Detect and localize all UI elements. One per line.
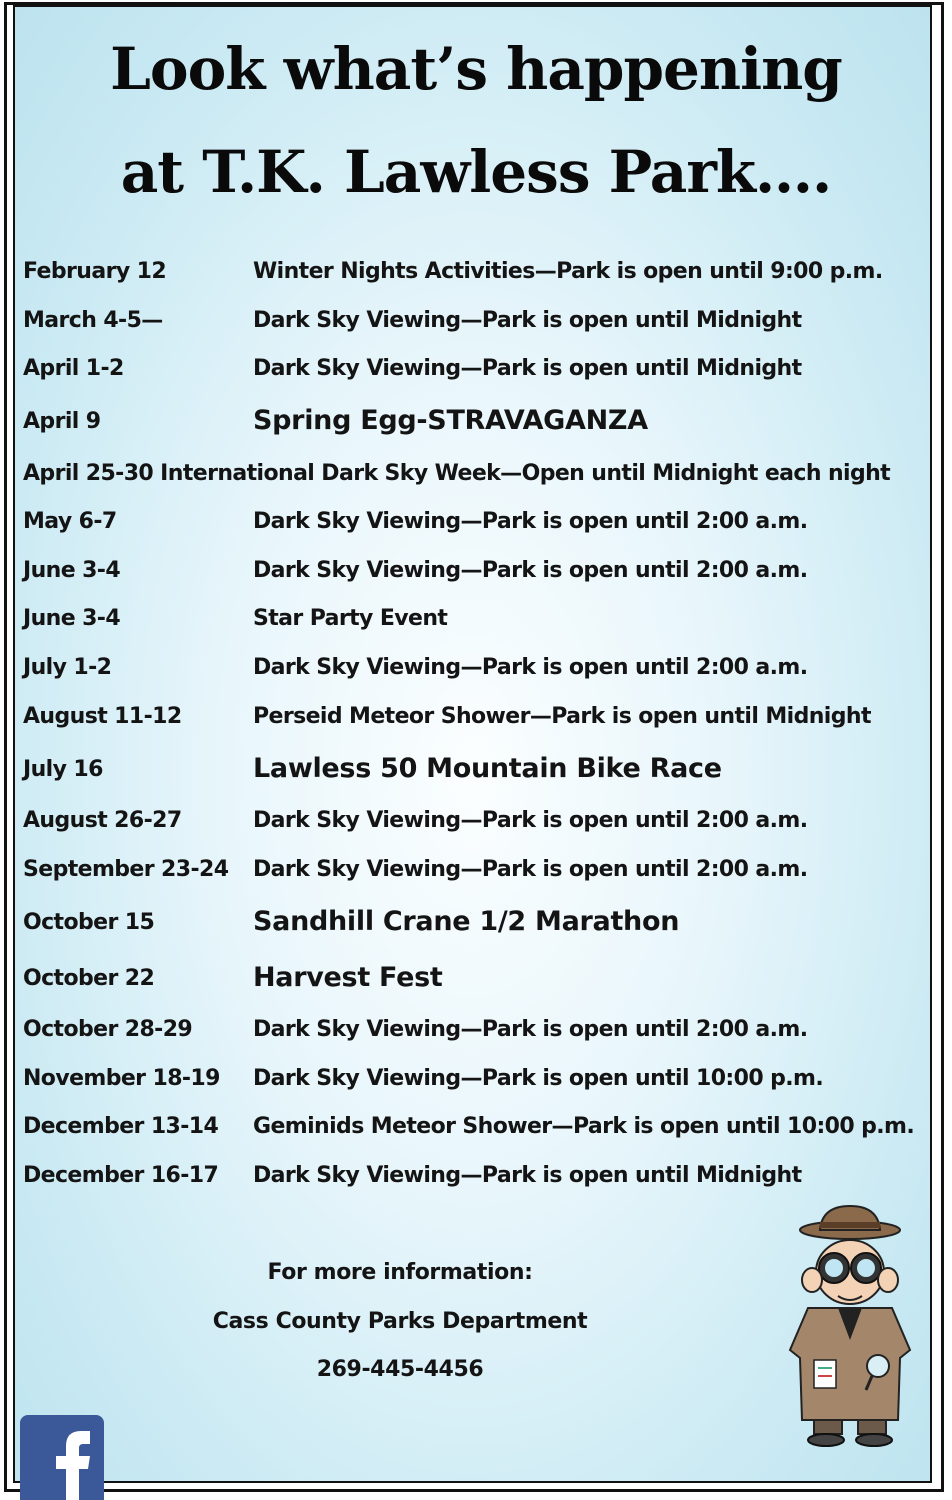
event-description: Sandhill Crane 1/2 Marathon bbox=[253, 906, 680, 937]
event-row bbox=[0, 1017, 952, 1057]
event-date: September 23-24 bbox=[23, 857, 229, 882]
page-title-line-1: Look what’s happening bbox=[110, 35, 842, 103]
event-date: April 1-2 bbox=[23, 356, 124, 381]
facebook-icon[interactable] bbox=[20, 1415, 104, 1500]
event-row bbox=[0, 308, 952, 348]
event-row bbox=[0, 606, 952, 646]
event-description: April 25-30 International Dark Sky Week—Open until Midnight each night bbox=[23, 461, 891, 486]
event-row bbox=[0, 753, 952, 797]
info-phone: 269-445-4456 bbox=[316, 1357, 484, 1382]
event-date: October 28-29 bbox=[23, 1017, 193, 1042]
event-row bbox=[0, 259, 952, 299]
event-description: Dark Sky Viewing—Park is open until 2:00 a.m. bbox=[253, 1017, 808, 1042]
event-row bbox=[0, 808, 952, 848]
event-description: Spring Egg-STRAVAGANZA bbox=[253, 405, 648, 436]
event-description: Dark Sky Viewing—Park is open until 2:00 a.m. bbox=[253, 509, 808, 534]
event-row bbox=[0, 857, 952, 897]
event-date: June 3-4 bbox=[23, 558, 121, 583]
info-department: Cass County Parks Department bbox=[212, 1309, 588, 1334]
event-date: May 6-7 bbox=[23, 509, 117, 534]
event-description: Harvest Fest bbox=[253, 962, 443, 993]
event-description: Dark Sky Viewing—Park is open until Midnight bbox=[253, 1163, 802, 1188]
event-date: July 1-2 bbox=[23, 655, 112, 680]
event-row bbox=[0, 1163, 952, 1203]
event-date: March 4-5— bbox=[23, 308, 163, 333]
event-description: Lawless 50 Mountain Bike Race bbox=[253, 753, 722, 784]
event-description: Dark Sky Viewing—Park is open until Midnight bbox=[253, 308, 802, 333]
event-date: February 12 bbox=[23, 259, 167, 284]
event-description: Dark Sky Viewing—Park is open until 2:00 a.m. bbox=[253, 558, 808, 583]
event-row bbox=[0, 655, 952, 695]
event-date: December 16-17 bbox=[23, 1163, 219, 1188]
event-row bbox=[0, 405, 952, 449]
event-row bbox=[0, 1114, 952, 1154]
event-date: August 11-12 bbox=[23, 704, 182, 729]
facebook-f-glyph bbox=[20, 1415, 104, 1500]
event-row bbox=[0, 962, 952, 1006]
event-date: July 16 bbox=[23, 757, 103, 782]
event-date: April 9 bbox=[23, 409, 101, 434]
event-description: Star Party Event bbox=[253, 606, 448, 631]
event-row bbox=[0, 704, 952, 744]
event-description: Geminids Meteor Shower—Park is open until 10:00 p.m. bbox=[253, 1114, 915, 1139]
info-heading: For more information: bbox=[267, 1260, 533, 1285]
event-date: October 15 bbox=[23, 910, 155, 935]
event-description: Dark Sky Viewing—Park is open until 2:00 a.m. bbox=[253, 655, 808, 680]
event-description: Dark Sky Viewing—Park is open until 10:00 p.m. bbox=[253, 1066, 824, 1091]
event-row bbox=[0, 356, 952, 396]
event-description: Dark Sky Viewing—Park is open until 2:00 a.m. bbox=[253, 857, 808, 882]
event-description: Winter Nights Activities—Park is open until 9:00 p.m. bbox=[253, 259, 883, 284]
event-row bbox=[0, 509, 952, 549]
event-date: December 13-14 bbox=[23, 1114, 219, 1139]
detective-binoculars-icon bbox=[780, 1200, 920, 1450]
event-date: August 26-27 bbox=[23, 808, 182, 833]
event-date: November 18-19 bbox=[23, 1066, 220, 1091]
event-description: Perseid Meteor Shower—Park is open until Midnight bbox=[253, 704, 871, 729]
event-row bbox=[0, 906, 952, 950]
event-row bbox=[0, 1066, 952, 1106]
event-row bbox=[0, 558, 952, 598]
event-date: October 22 bbox=[23, 966, 155, 991]
page-title-line-2: at T.K. Lawless Park…. bbox=[120, 138, 832, 206]
event-row bbox=[0, 461, 952, 501]
event-date: June 3-4 bbox=[23, 606, 121, 631]
event-description: Dark Sky Viewing—Park is open until Midnight bbox=[253, 356, 802, 381]
event-description: Dark Sky Viewing—Park is open until 2:00 a.m. bbox=[253, 808, 808, 833]
